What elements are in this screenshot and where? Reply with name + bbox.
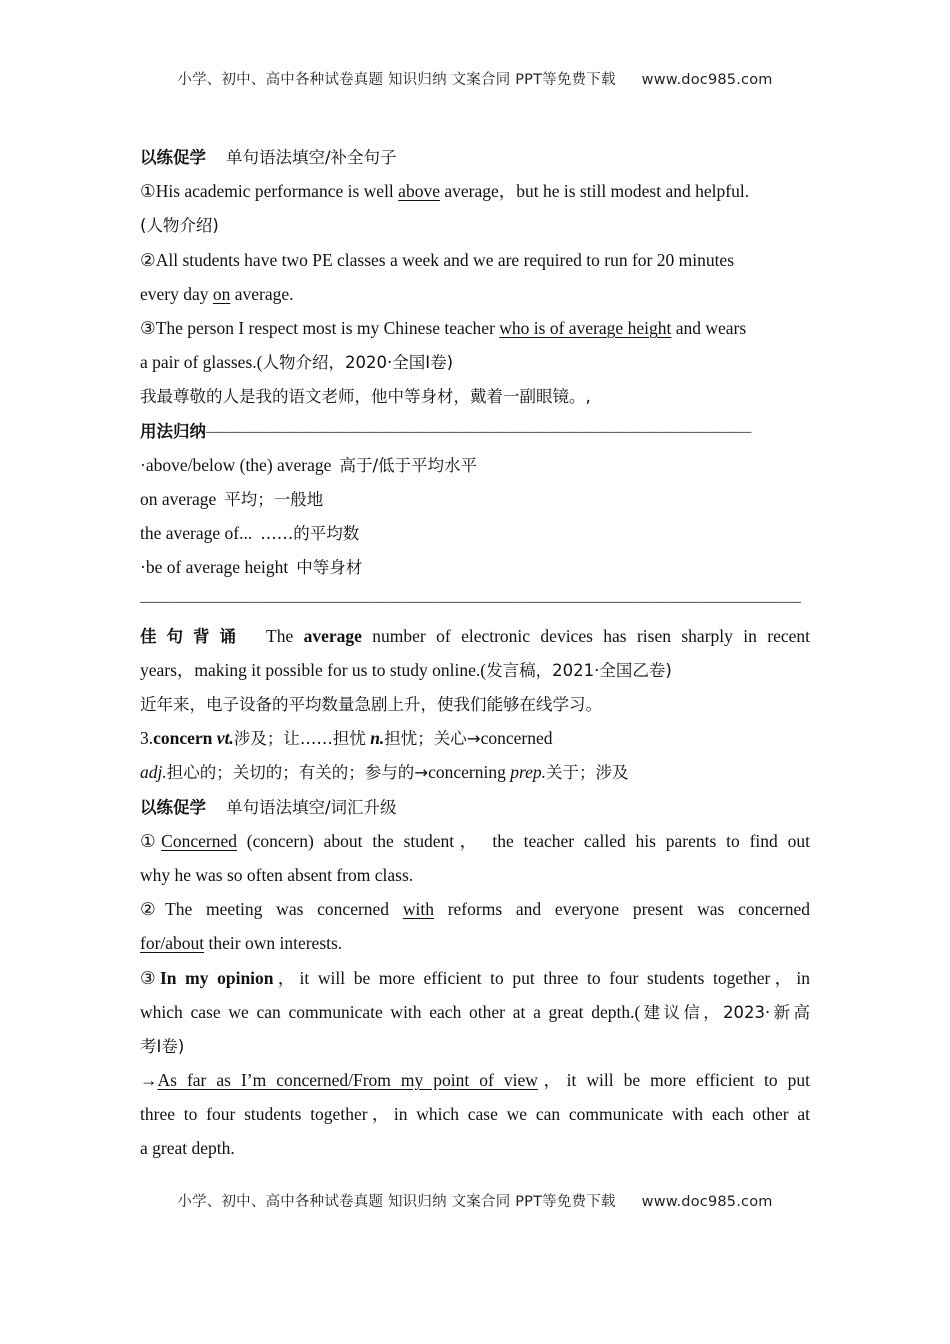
usage-item [140, 550, 810, 584]
source-type: 建议信 [640, 1002, 704, 1022]
item-marker: ① [140, 830, 162, 851]
divider-bottom: ———————————————————————————————————————— [140, 591, 800, 612]
exercise-item [140, 892, 810, 926]
upgrade-answer [140, 1063, 810, 1097]
translation [140, 687, 810, 721]
exercise-item-cont [140, 995, 810, 1029]
definition: 担心的；关切的；有关的；参与的→ [166, 763, 429, 783]
footer-site: www.doc985.com [641, 1194, 773, 1210]
definition: 关于；涉及 [546, 763, 629, 783]
source-note: 考Ⅰ卷) [140, 1036, 185, 1056]
item-text: ，it will be more efficient to put [537, 1070, 810, 1091]
item-text: The person I respect most is my Chinese teacher [155, 317, 500, 338]
exercise-item-cont [140, 277, 810, 311]
item-text: All students have two PE classes a week and we are required to run for 20 minutes [155, 249, 735, 270]
item-text: reforms and everyone present was concerned [433, 899, 810, 920]
usage-meaning: 高于/低于平均水平 [339, 455, 477, 475]
entry-number: 3. [140, 728, 154, 749]
answer-underlined: above [398, 181, 440, 202]
header-text: 小学、初中、高中各种试卷真题 知识归纳 文案合同 PPT等免费下载 [177, 72, 616, 88]
usage-meaning: 中等身材 [296, 558, 363, 578]
item-text: why he was so often absent from class. [140, 864, 414, 885]
exercise-item [140, 243, 810, 277]
translation [140, 379, 810, 413]
answer-underlined: As far as I’m concerned/From my point of view [157, 1070, 538, 1091]
answer-underlined: for/about [140, 933, 205, 954]
source-note: ，2023·新高 [703, 1002, 810, 1022]
item-marker: ③ [140, 967, 160, 988]
keyword-bold: average [303, 625, 362, 646]
sentence-text: years，making it possible for us to study online.( [140, 659, 487, 680]
section-title: 以练促学 [140, 148, 206, 167]
usage-meaning: 平均；一般地 [224, 489, 324, 509]
usage-phrase: ·above/below (the) average [140, 454, 332, 475]
exercise-item [140, 824, 810, 858]
sentence-text: number of electronic devices has risen sharply in recent [361, 625, 810, 646]
answer-underlined: on [212, 283, 231, 304]
item-text: average. [230, 283, 294, 304]
sentence-text: The [266, 625, 304, 646]
exercise-item [140, 174, 810, 208]
usage-phrase: the average of... [140, 523, 253, 544]
section-heading [140, 790, 810, 824]
exercise-item-cont [140, 926, 810, 960]
usage-phrase: on average [140, 488, 217, 509]
exercise-item [140, 961, 810, 995]
exercise-item-cont [140, 345, 810, 379]
part-of-speech: adj. [140, 762, 167, 783]
item-marker: ② [140, 899, 166, 920]
item-text: average，but he is still modest and helpful. [439, 181, 750, 202]
header-site: www.doc985.com [641, 72, 773, 88]
source-type: 人物介绍 [262, 353, 329, 373]
footer-text: 小学、初中、高中各种试卷真题 知识归纳 文案合同 PPT等免费下载 [177, 1194, 616, 1210]
source-note: ，2020·全国Ⅰ卷) [328, 353, 454, 373]
upgrade-answer-cont [140, 1097, 810, 1131]
usage-bottom [140, 584, 810, 618]
usage-item [140, 482, 810, 516]
section-heading [140, 140, 810, 174]
exercise-item-cont [140, 858, 810, 892]
headword: concern [153, 728, 213, 749]
answer-underlined: Concerned [161, 830, 237, 851]
item-text: their own interests. [204, 933, 343, 954]
item-text: (concern) about the student， the teacher called his parents to find out [236, 830, 810, 851]
usage-item [140, 516, 810, 550]
answer-underlined: who is of average height [499, 317, 672, 338]
section-title: 以练促学 [140, 797, 206, 817]
section-subtitle: 单句语法填空/补全句子 [226, 148, 397, 167]
phrase-bold: In my opinion [159, 967, 274, 988]
upgrade-answer-cont [140, 1131, 810, 1165]
arrow-icon: → [140, 1070, 158, 1091]
page-footer [0, 1190, 950, 1211]
source-type: 发言稿 [486, 660, 536, 680]
derived-word: concerned [480, 728, 553, 749]
vocab-entry-cont [140, 755, 810, 789]
item-marker: ③ [140, 317, 156, 338]
item-text: every day [140, 283, 213, 304]
document-body [140, 140, 810, 1166]
exercise-item [140, 311, 810, 345]
answer-underlined: with [402, 899, 434, 920]
item-text: The meeting was concerned [165, 899, 403, 920]
usage-title: 用法归纳 [140, 421, 206, 441]
definition: 担忧；关心→ [384, 729, 481, 749]
derived-word: concerning [428, 762, 506, 783]
item-marker: ① [140, 181, 156, 202]
item-text: ，it will be more efficient to put three to four students together，in [273, 967, 810, 988]
item-text: a pair of glasses.( [140, 352, 263, 373]
item-text: His academic performance is well [155, 181, 399, 202]
part-of-speech: prep. [510, 762, 547, 783]
usage-meaning: ……的平均数 [260, 524, 360, 544]
item-text: a great depth. [140, 1138, 235, 1159]
item-text: and wears [671, 317, 747, 338]
definition: 涉及；让……担忧 [233, 729, 366, 749]
item-marker: ② [140, 249, 156, 270]
page-header [0, 68, 950, 89]
source-note: (人物介绍) [140, 216, 219, 236]
usage-item [140, 448, 810, 482]
good-sentence-title: 佳句背诵 [140, 626, 246, 646]
source-note: ，2021·全国乙卷) [535, 660, 672, 680]
translation-text: 我最尊敬的人是我的语文老师，他中等身材，戴着一副眼镜。, [140, 387, 591, 407]
item-text: three to four students together，in which case we can communicate with each other at [140, 1104, 810, 1125]
usage-heading [140, 414, 810, 448]
part-of-speech: vt. [216, 728, 234, 749]
good-sentence [140, 619, 810, 653]
good-sentence-cont [140, 653, 810, 687]
exercise-item-cont [140, 208, 810, 242]
translation-text: 近年来，电子设备的平均数量急剧上升，使我们能够在线学习。 [140, 695, 602, 714]
section-subtitle: 单句语法填空/词汇升级 [226, 797, 397, 817]
item-text: which case we can communicate with each other at a great depth.( [140, 1001, 641, 1022]
exercise-item-cont [140, 1029, 810, 1063]
usage-phrase: ·be of average height [140, 557, 289, 578]
vocab-entry [140, 721, 810, 755]
part-of-speech: n. [370, 728, 385, 749]
divider-top: ————————————————————————————————— [206, 420, 751, 441]
